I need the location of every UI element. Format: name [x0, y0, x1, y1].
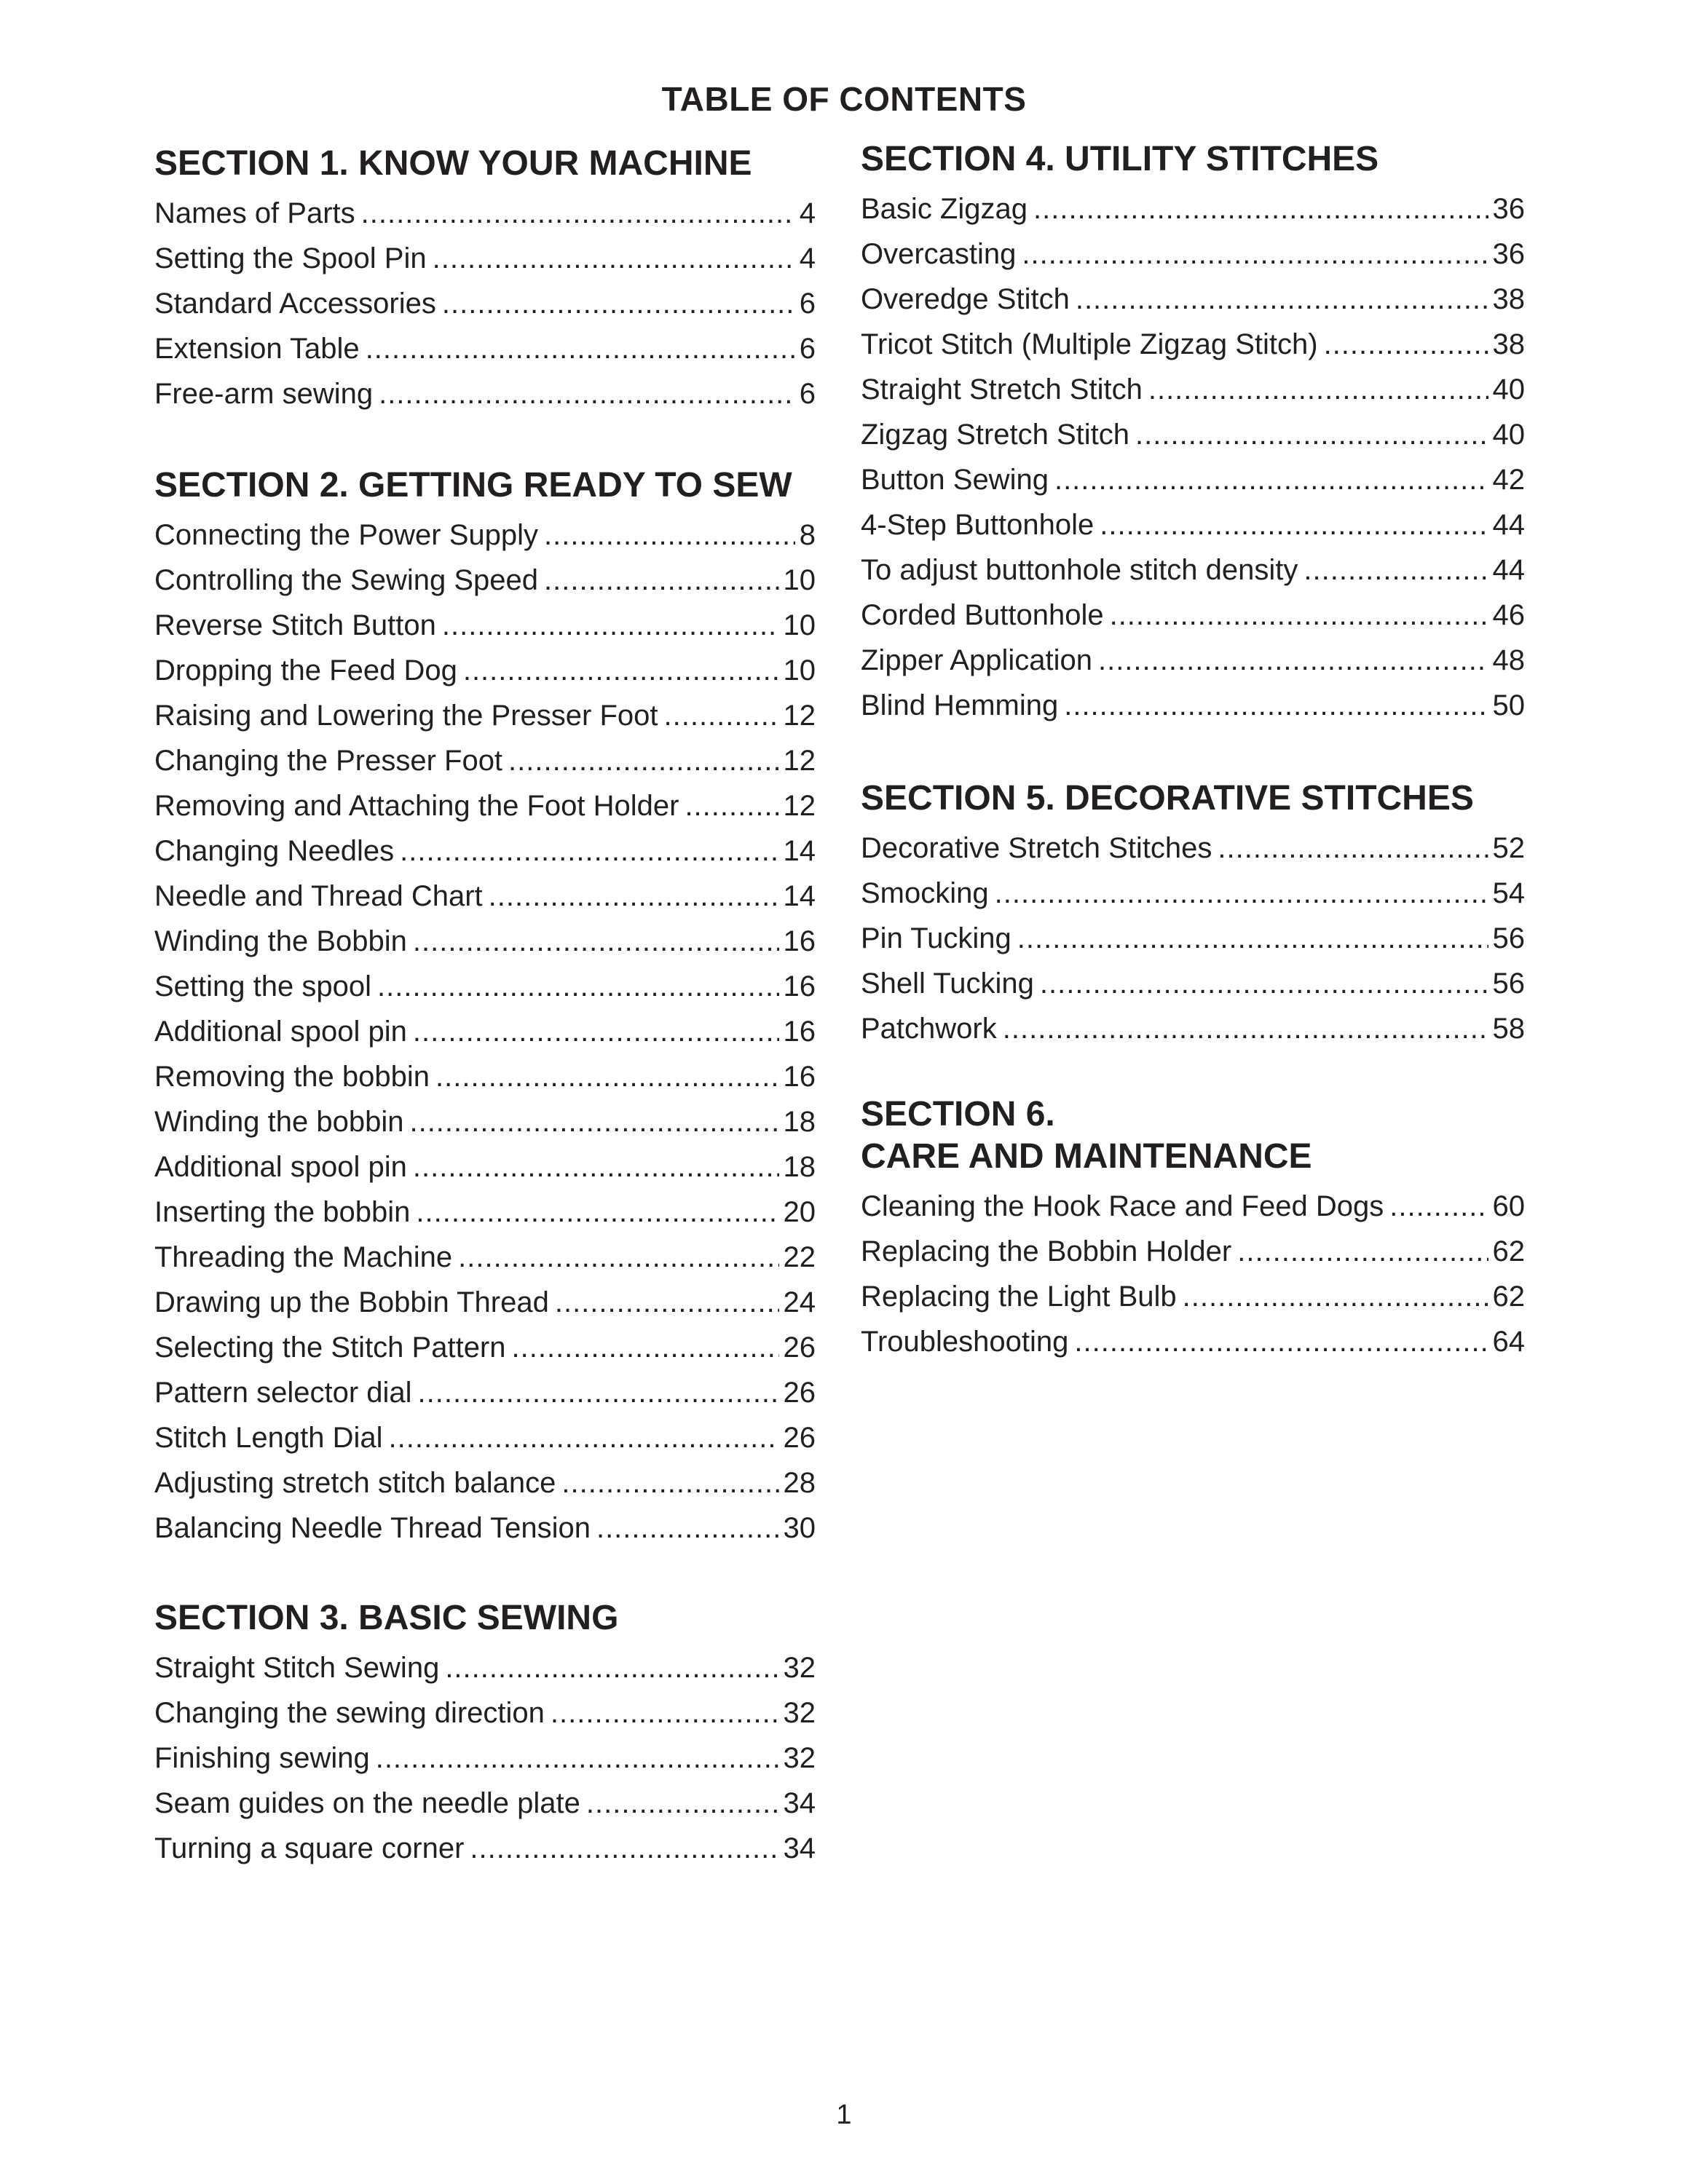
toc-entry-label: Setting the spool	[154, 970, 371, 1002]
toc-entry[interactable]	[154, 236, 816, 281]
toc-entry[interactable]	[861, 1229, 1525, 1274]
dot-leader	[433, 236, 795, 281]
toc-entry-label: Seam guides on the needle plate	[154, 1787, 580, 1819]
toc-entry-list	[154, 1645, 816, 1871]
toc-entry[interactable]	[154, 281, 816, 326]
dot-leader	[544, 558, 778, 603]
toc-entry[interactable]	[861, 502, 1525, 547]
toc-entry-page: 36	[1492, 193, 1525, 225]
toc-entry-label: Straight Stitch Sewing	[154, 1652, 440, 1684]
toc-entry-page: 12	[783, 700, 816, 732]
toc-entry-page: 16	[783, 1016, 816, 1048]
toc-entry-label: Selecting the Stitch Pattern	[154, 1332, 506, 1364]
toc-entry-page: 52	[1492, 832, 1525, 864]
toc-entry-label: Replacing the Light Bulb	[861, 1281, 1177, 1313]
dot-leader	[489, 874, 779, 919]
toc-entry-page: 14	[783, 880, 816, 912]
page-title: TABLE OF CONTENTS	[661, 80, 1027, 118]
toc-entry[interactable]	[154, 1280, 816, 1325]
toc-entry-label: Turning a square corner	[154, 1832, 465, 1864]
toc-entry-label: Balancing Needle Thread Tension	[154, 1512, 591, 1544]
section-title: SECTION 2. GETTING READY TO SEW	[154, 466, 792, 505]
toc-entry[interactable]	[861, 186, 1525, 232]
dot-leader	[508, 738, 778, 783]
toc-entry[interactable]	[154, 1645, 816, 1690]
toc-entry-label: Dropping the Feed Dog	[154, 654, 457, 687]
toc-entry-page: 16	[783, 1061, 816, 1093]
toc-entry-page: 34	[783, 1832, 816, 1864]
dot-leader	[1033, 186, 1488, 232]
toc-entry-page: 14	[783, 835, 816, 867]
toc-entry-label: Threading the Machine	[154, 1241, 453, 1273]
toc-entry-page: 10	[783, 564, 816, 596]
toc-entry[interactable]	[154, 828, 816, 874]
dot-leader	[1304, 547, 1488, 593]
dot-leader	[377, 964, 779, 1009]
toc-entry-label: Shell Tucking	[861, 968, 1034, 1000]
toc-entry-page: 6	[799, 333, 816, 365]
dot-leader	[1389, 1184, 1488, 1229]
toc-entry[interactable]	[861, 683, 1525, 728]
toc-entry-page: 50	[1492, 689, 1525, 721]
toc-entry-page: 44	[1492, 554, 1525, 586]
toc-entry-label: To adjust buttonhole stitch density	[861, 554, 1298, 586]
dot-leader	[463, 648, 779, 693]
toc-entry-label: Pin Tucking	[861, 922, 1011, 954]
toc-entry[interactable]	[154, 1325, 816, 1370]
toc-entry-page: 38	[1492, 328, 1525, 360]
toc-entry-list	[861, 826, 1525, 1051]
toc-entry-page: 40	[1492, 373, 1525, 405]
toc-entry-label: Changing Needles	[154, 835, 395, 867]
toc-entry[interactable]	[154, 1099, 816, 1144]
toc-entry-page: 32	[783, 1697, 816, 1729]
dot-leader	[1040, 961, 1488, 1006]
toc-entry[interactable]	[154, 558, 816, 603]
toc-entry-label: Standard Accessories	[154, 288, 436, 320]
toc-entry-label: Smocking	[861, 877, 989, 909]
toc-entry-label: Cleaning the Hook Race and Feed Dogs	[861, 1190, 1384, 1222]
toc-entry-label: Overedge Stitch	[861, 283, 1070, 315]
dot-leader	[1003, 1006, 1488, 1051]
toc-entry[interactable]	[154, 964, 816, 1009]
section-title: SECTION 3. BASIC SEWING	[154, 1599, 619, 1637]
toc-entry-page: 20	[783, 1196, 816, 1228]
dot-leader	[1098, 638, 1488, 683]
section-1	[154, 143, 816, 416]
toc-entry-page: 4	[799, 197, 816, 229]
left-column	[154, 143, 816, 1871]
dot-leader	[1110, 593, 1488, 638]
section-3	[154, 1597, 816, 1871]
toc-entry[interactable]	[861, 638, 1525, 683]
dot-leader	[1064, 683, 1488, 728]
toc-entry[interactable]	[154, 693, 816, 738]
toc-entry[interactable]	[154, 783, 816, 828]
toc-entry-page: 32	[783, 1652, 816, 1684]
dot-leader	[586, 1781, 779, 1826]
toc-entry-label: Basic Zigzag	[861, 193, 1028, 225]
dot-leader	[435, 1054, 778, 1099]
dot-leader	[442, 281, 795, 326]
toc-entry-label: Stitch Length Dial	[154, 1422, 383, 1454]
toc-entry-page: 56	[1492, 922, 1525, 954]
dot-leader	[1074, 1319, 1488, 1364]
section-6	[861, 1093, 1525, 1364]
dot-leader	[685, 783, 778, 828]
section-title-line: CARE AND MAINTENANCE	[861, 1137, 1312, 1176]
toc-entry-page: 28	[783, 1467, 816, 1499]
toc-entry-page: 18	[783, 1151, 816, 1183]
dot-leader	[389, 1415, 779, 1460]
dot-leader	[555, 1280, 779, 1325]
page-number: 1	[836, 2100, 852, 2130]
toc-entry-label: Tricot Stitch (Multiple Zigzag Stitch)	[861, 328, 1318, 360]
toc-entry-page: 40	[1492, 419, 1525, 451]
dot-leader	[445, 1645, 778, 1690]
section-title	[861, 1093, 1525, 1178]
dot-leader	[418, 1370, 779, 1415]
dot-leader	[544, 513, 795, 558]
toc-entry-label: Corded Buttonhole	[861, 599, 1104, 631]
toc-entry-page: 8	[799, 519, 816, 551]
toc-entry-page: 36	[1492, 238, 1525, 270]
toc-entry[interactable]	[861, 916, 1525, 961]
dot-leader	[1148, 367, 1488, 412]
toc-entry-page: 26	[783, 1377, 816, 1409]
toc-entry-label: Winding the Bobbin	[154, 925, 407, 957]
toc-entry-page: 18	[783, 1106, 816, 1138]
dot-leader	[366, 326, 795, 371]
toc-entry-label: Connecting the Power Supply	[154, 519, 538, 551]
section-title: SECTION 5. DECORATIVE STITCHES	[861, 779, 1474, 818]
dot-leader	[409, 1099, 778, 1144]
toc-entry-label: Button Sewing	[861, 464, 1049, 496]
toc-entry[interactable]	[861, 1274, 1525, 1319]
toc-entry-label: Zigzag Stretch Stitch	[861, 419, 1130, 451]
toc-entry-label: Removing and Attaching the Foot Holder	[154, 790, 679, 822]
toc-entry-page: 38	[1492, 283, 1525, 315]
toc-entry-page: 6	[799, 378, 816, 410]
toc-entry-page: 12	[783, 745, 816, 777]
toc-entry[interactable]	[154, 1781, 816, 1826]
toc-entry[interactable]	[861, 1184, 1525, 1229]
dot-leader	[1135, 412, 1488, 457]
toc-entry-label: Zipper Application	[861, 644, 1092, 676]
toc-entry-page: 44	[1492, 509, 1525, 541]
dot-leader	[596, 1506, 779, 1551]
dot-leader	[561, 1460, 778, 1506]
toc-entry[interactable]	[154, 1506, 816, 1551]
section-title: SECTION 1. KNOW YOUR MACHINE	[154, 144, 752, 183]
toc-entry-page: 22	[783, 1241, 816, 1273]
toc-entry[interactable]	[154, 919, 816, 964]
section-4	[861, 138, 1525, 728]
toc-entry-label: Additional spool pin	[154, 1151, 407, 1183]
toc-entry-page: 58	[1492, 1013, 1525, 1045]
toc-entry[interactable]	[154, 1144, 816, 1190]
toc-entry-list	[861, 1184, 1525, 1364]
toc-entry[interactable]	[861, 232, 1525, 277]
toc-entry-label: Extension Table	[154, 333, 360, 365]
toc-entry-page: 26	[783, 1332, 816, 1364]
toc-entry[interactable]	[861, 457, 1525, 502]
toc-entry-page: 16	[783, 970, 816, 1002]
dot-leader	[1237, 1229, 1488, 1274]
toc-entry-page: 54	[1492, 877, 1525, 909]
dot-leader	[995, 871, 1488, 916]
toc-entry[interactable]	[154, 1460, 816, 1506]
toc-entry-label: Removing the bobbin	[154, 1061, 430, 1093]
toc-entry-label: Patchwork	[861, 1013, 997, 1045]
toc-entry-label: Blind Hemming	[861, 689, 1059, 721]
toc-entry-label: Changing the Presser Foot	[154, 745, 503, 777]
toc-entry[interactable]	[154, 326, 816, 371]
toc-entry[interactable]	[154, 1736, 816, 1781]
toc-entry-page: 64	[1492, 1326, 1525, 1358]
dot-leader	[1054, 457, 1488, 502]
toc-entry[interactable]	[861, 826, 1525, 871]
toc-entry-label: Names of Parts	[154, 197, 355, 229]
toc-entry-label: Setting the Spool Pin	[154, 242, 427, 274]
toc-entry-label: Raising and Lowering the Presser Foot	[154, 700, 658, 732]
toc-entry[interactable]	[154, 738, 816, 783]
toc-entry-page: 4	[799, 242, 816, 274]
toc-entry-page: 12	[783, 790, 816, 822]
dot-leader	[663, 693, 778, 738]
dot-leader	[416, 1190, 778, 1235]
dot-leader	[1017, 916, 1488, 961]
toc-entry-page: 42	[1492, 464, 1525, 496]
toc-entry[interactable]	[154, 1009, 816, 1054]
dot-leader	[1100, 502, 1488, 547]
toc-entry[interactable]	[861, 1006, 1525, 1051]
dot-leader	[1324, 322, 1488, 367]
toc-entry-label: Straight Stretch Stitch	[861, 373, 1143, 405]
toc-entry-page: 10	[783, 609, 816, 641]
toc-entry[interactable]	[154, 1826, 816, 1871]
dot-leader	[1076, 277, 1488, 322]
toc-entry[interactable]	[154, 874, 816, 919]
toc-entry[interactable]	[154, 1415, 816, 1460]
toc-entry-label: Additional spool pin	[154, 1016, 407, 1048]
toc-entry-label: Replacing the Bobbin Holder	[861, 1235, 1232, 1267]
section-2	[154, 464, 816, 1551]
toc-entry[interactable]	[861, 871, 1525, 916]
dot-leader	[1183, 1274, 1488, 1319]
toc-entry-page: 62	[1492, 1281, 1525, 1313]
right-column	[861, 138, 1525, 1364]
toc-entry-label: Decorative Stretch Stitches	[861, 832, 1212, 864]
dot-leader	[512, 1325, 779, 1370]
toc-entry-page: 34	[783, 1787, 816, 1819]
toc-entry-label: Troubleshooting	[861, 1326, 1069, 1358]
dot-leader	[413, 919, 779, 964]
toc-entry[interactable]	[861, 277, 1525, 322]
dot-leader	[361, 191, 795, 236]
toc-entry[interactable]	[154, 1235, 816, 1280]
toc-entry[interactable]	[154, 371, 816, 416]
toc-entry[interactable]	[154, 1690, 816, 1736]
toc-entry[interactable]	[154, 513, 816, 558]
toc-entry-label: Finishing sewing	[154, 1742, 370, 1774]
toc-entry[interactable]	[154, 648, 816, 693]
section-title-line: SECTION 6.	[861, 1095, 1055, 1133]
dot-leader	[413, 1144, 779, 1190]
toc-entry-label: Controlling the Sewing Speed	[154, 564, 539, 596]
dot-leader	[413, 1009, 779, 1054]
dot-leader	[442, 603, 779, 648]
toc-entry-page: 56	[1492, 968, 1525, 1000]
toc-entry[interactable]	[861, 412, 1525, 457]
dot-leader	[1218, 826, 1488, 871]
toc-entry-page: 10	[783, 654, 816, 687]
toc-entry-label: Reverse Stitch Button	[154, 609, 436, 641]
toc-entry[interactable]	[154, 191, 816, 236]
toc-entry-list	[154, 513, 816, 1551]
toc-entry-label: 4-Step Buttonhole	[861, 509, 1095, 541]
dot-leader	[470, 1826, 778, 1871]
dot-leader	[379, 371, 795, 416]
toc-entry-list	[861, 186, 1525, 728]
toc-entry-label: Needle and Thread Chart	[154, 880, 483, 912]
toc-entry-page: 32	[783, 1742, 816, 1774]
toc-entry[interactable]	[154, 1190, 816, 1235]
toc-entry[interactable]	[861, 961, 1525, 1006]
toc-entry-page: 62	[1492, 1235, 1525, 1267]
toc-entry-page: 6	[799, 288, 816, 320]
dot-leader	[551, 1690, 779, 1736]
toc-entry-label: Free-arm sewing	[154, 378, 374, 410]
toc-entry-label: Inserting the bobbin	[154, 1196, 411, 1228]
toc-entry-page: 60	[1492, 1190, 1525, 1222]
toc-entry-page: 48	[1492, 644, 1525, 676]
toc-entry[interactable]	[861, 593, 1525, 638]
dot-leader	[1022, 232, 1488, 277]
toc-entry-page: 26	[783, 1422, 816, 1454]
toc-entry[interactable]	[861, 322, 1525, 367]
toc-entry-list	[154, 191, 816, 416]
toc-entry[interactable]	[861, 367, 1525, 412]
dot-leader	[376, 1736, 779, 1781]
toc-entry-page: 16	[783, 925, 816, 957]
toc-entry-page: 24	[783, 1286, 816, 1318]
dot-leader	[400, 828, 778, 874]
toc-entry-label: Winding the bobbin	[154, 1106, 404, 1138]
toc-entry[interactable]	[154, 603, 816, 648]
toc-entry-page: 46	[1492, 599, 1525, 631]
toc-entry-label: Drawing up the Bobbin Thread	[154, 1286, 549, 1318]
section-5	[861, 778, 1525, 1051]
toc-entry-label: Pattern selector dial	[154, 1377, 412, 1409]
toc-entry-label: Changing the sewing direction	[154, 1697, 545, 1729]
toc-entry[interactable]	[861, 547, 1525, 593]
toc-entry[interactable]	[154, 1054, 816, 1099]
section-title: SECTION 4. UTILITY STITCHES	[861, 140, 1379, 178]
dot-leader	[458, 1235, 778, 1280]
toc-entry[interactable]	[861, 1319, 1525, 1364]
toc-entry-label: Overcasting	[861, 238, 1017, 270]
toc-entry-label: Adjusting stretch stitch balance	[154, 1467, 556, 1499]
toc-entry-page: 30	[783, 1512, 816, 1544]
toc-entry[interactable]	[154, 1370, 816, 1415]
